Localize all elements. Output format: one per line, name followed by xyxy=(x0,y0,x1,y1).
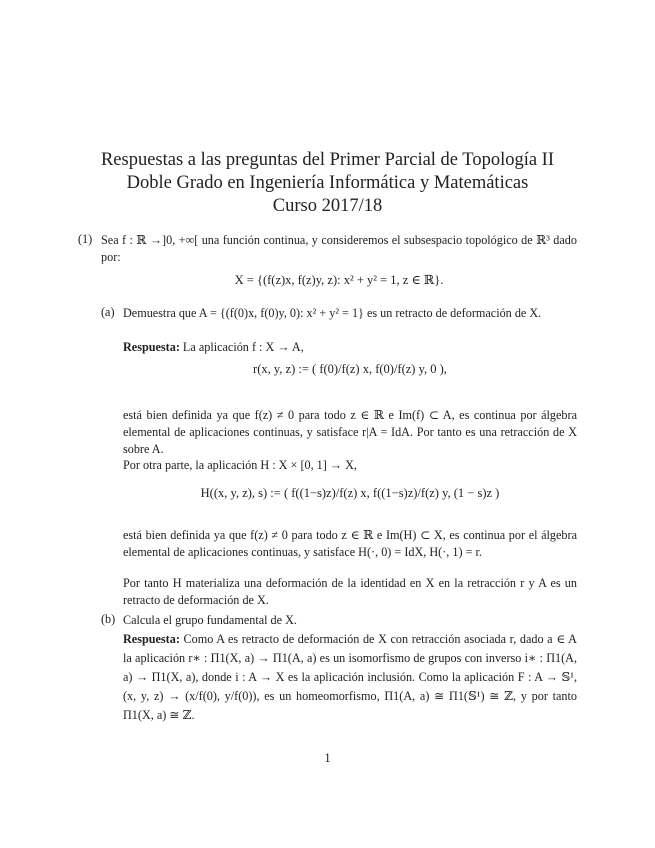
equation-X: X = {(f(z)x, f(z)y, z): x² + y² = 1, z ∈ ℝ}. xyxy=(234,273,444,287)
part-a-paragraph-3: Por otra parte, la aplicación H : X × [0, 1] → X, xyxy=(123,458,357,472)
answer-label: Respuesta: xyxy=(123,632,180,646)
part-b-statement: Calcula el grupo fundamental de X. xyxy=(123,613,297,627)
equation-H: H((x, y, z), s) := ( f((1−s)z)/f(z) x, f((1−s)z)/f(z) y, (1 − s)z ) xyxy=(200,486,500,500)
part-a-paragraph-2: está bien definida ya que f(z) ≠ 0 para todo z ∈ ℝ e Im(f) ⊂ A, es continua por álgebra elemental de aplicaciones continuas, y satisface r|A = IdA. Por tanto es una retracción de X sobre A. xyxy=(123,408,577,456)
part-a-statement: Demuestra que A = {(f(0)x, f(0)y, 0): x² + y² = 1} es un retracto de deformación de X. xyxy=(123,306,542,320)
part-b-answer xyxy=(123,630,577,725)
answer-text: La aplicación f : X → A, xyxy=(182,340,304,354)
part-b-label: (b) xyxy=(101,612,116,626)
part-a-paragraph-5: Por tanto H materializa una deformación de la identidad en X en la retracción r y A es un retracto de deformación de X. xyxy=(123,576,577,607)
equation-r: r(x, y, z) := ( f(0)/f(z) x, f(0)/f(z) y, 0 ), xyxy=(253,362,447,376)
question-intro: Sea f : ℝ →]0, +∞[ una función continua, y consideremos el subsespacio topológico de ℝ³ dado por: xyxy=(101,233,577,264)
answer-text: Como A es retracto de deformación de X con retracción asociada r, dado a ∈ A la aplicación r∗ : Π1(X, a) → Π1(A, a) es un isomorfismo de grupos con inverso i∗ : Π1(A, a) → Π1(X, a), donde i : A → X es la aplicación inclusión. Como la aplicación F : A → 𝕊¹, (x, y, z) → (x/f(0), y/f(0)), es un homeomorfismo, Π1(A, a) ≅ Π1(𝕊¹) ≅ ℤ, y por tanto Π1(X, a) ≅ ℤ. xyxy=(123,632,577,722)
title-line-3: Curso 2017/18 xyxy=(272,196,383,216)
title-line-1: Respuestas a las preguntas del Primer Parcial de Topología II xyxy=(100,150,555,170)
title-line-2: Doble Grado en Ingeniería Informática y Matemáticas xyxy=(126,173,529,193)
part-a-paragraph-4: está bien definida ya que f(z) ≠ 0 para todo z ∈ ℝ e Im(H) ⊂ X, es continua por el álgebra elemental de aplicaciones continuas, y satisface H(·, 0) = IdX, H(·, 1) = r. xyxy=(123,528,577,559)
page-number: 1 xyxy=(324,751,331,765)
part-a-answer-intro xyxy=(123,339,577,356)
part-a-label: (a) xyxy=(101,305,115,319)
answer-label: Respuesta: xyxy=(123,340,180,354)
question-number: (1) xyxy=(78,232,93,246)
